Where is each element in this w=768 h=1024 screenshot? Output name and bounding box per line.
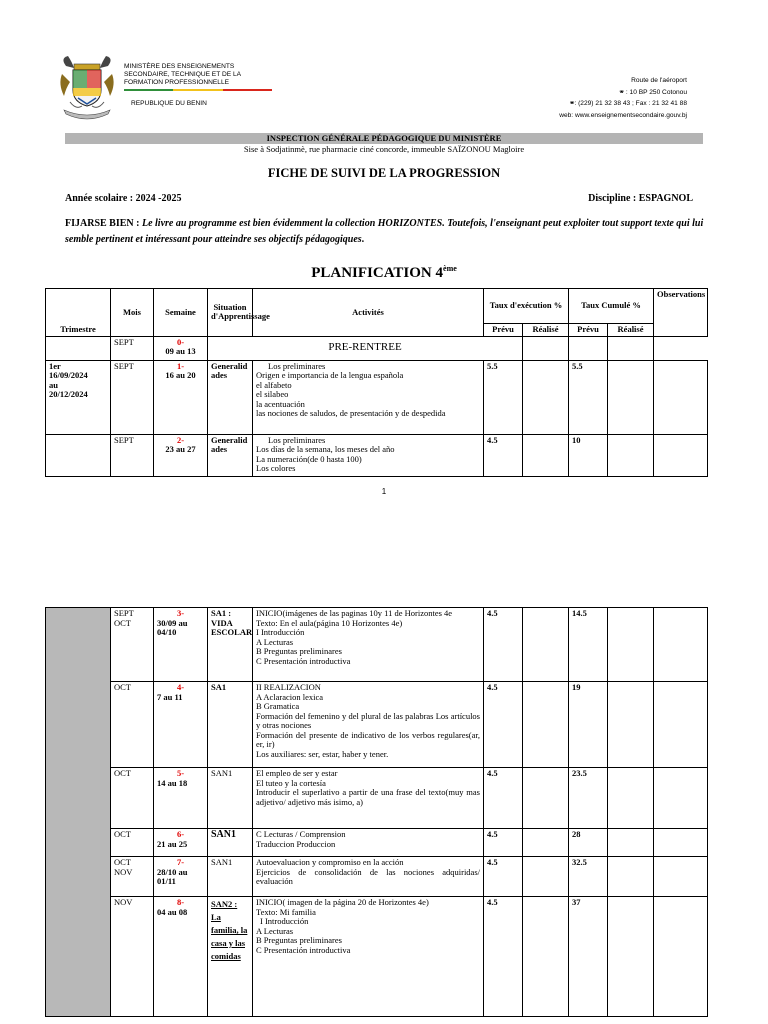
week-dates: 28/10 au 01/11: [157, 866, 188, 886]
cell-cumule-realise: [608, 897, 654, 1017]
cell-cumule-realise: [608, 434, 654, 476]
cell-cumule-realise: [569, 336, 608, 360]
header-semaine: Semaine: [154, 289, 208, 337]
month: OCT: [114, 617, 131, 628]
cell-observations: [654, 768, 708, 829]
cell-activites: [253, 360, 484, 434]
planification-sup: ème: [443, 264, 457, 273]
table-row: [46, 682, 708, 768]
table-row: [46, 608, 708, 682]
activity-line: INICIO( imagen de la página 20 de Horizontes 4e): [256, 897, 429, 907]
cell-prevu: 4.5: [484, 768, 523, 829]
flag-green: [124, 89, 173, 91]
cell-semaine: [154, 857, 208, 897]
week-number: 6-: [176, 829, 185, 839]
header-activites: Activités: [253, 289, 484, 337]
notice-end: .: [361, 233, 365, 245]
activity-line: I Introducción: [260, 916, 309, 926]
activity-line: las nociones de saludos, de presentación y de despedida: [256, 408, 446, 418]
week-number: 0-: [176, 336, 185, 347]
activity-line: Texto: En el aula(página 10 Horizontes 4e): [256, 617, 403, 628]
header-realise: Réalisé: [608, 324, 654, 337]
header-prevu: Prévu: [569, 324, 608, 337]
cell-cumule-prevu: 14.5: [569, 608, 608, 682]
month: SEPT: [114, 608, 134, 618]
cell-realise: [523, 829, 569, 857]
activity-line: B Gramatica: [256, 701, 300, 711]
week-dates: 7 au 11: [157, 691, 183, 702]
flag-red: [223, 89, 272, 91]
week-number: 2-: [176, 434, 185, 445]
cell-mois: OCT: [111, 682, 154, 768]
activity-line: I Introducción: [256, 627, 305, 637]
ministry-line: FORMATION PROFESSIONNELLE: [124, 79, 230, 86]
header-situation: Situation d'Apprentissage: [208, 289, 253, 337]
table-row: [46, 360, 708, 434]
cell-semaine: [154, 682, 208, 768]
cell-prevu: 4.5: [484, 897, 523, 1017]
ministry-line: SECONDAIRE, TECHNIQUE ET DE LA: [124, 71, 242, 78]
activity-line: C Presentación introductiva: [256, 655, 351, 666]
cell-observations: [654, 897, 708, 1017]
week-dates: 23 au 27: [165, 444, 196, 454]
activity-line: Introducir el superlativo a partir de una frase del texto(muy mas adjetivo/ adjetivo más isimo, a): [256, 787, 480, 807]
notice-paragraph: [65, 216, 705, 247]
cell-prevu: 4.5: [484, 434, 523, 476]
cell-cumule-realise: [608, 829, 654, 857]
trimestre-label: 1er: [49, 360, 61, 371]
cell-observations: [654, 608, 708, 682]
activity-line: Origen e importancia de la lengua española: [256, 370, 404, 380]
activity-line: la acentuación: [256, 398, 305, 409]
cell-mois: SEPT: [111, 336, 154, 360]
week-dates: 04 au 08: [157, 906, 188, 917]
cell-activites: [253, 897, 484, 1017]
document-title: FICHE DE SUIVI DE LA PROGRESSION: [267, 166, 501, 180]
cell-situation: Generalidades: [208, 434, 253, 476]
cell-prevu: 4.5: [484, 608, 523, 682]
contact-block: [559, 75, 687, 121]
cell-situation: SAN1: [208, 857, 253, 897]
cell-trimestre: [46, 360, 111, 434]
activity-line: Traduccion Produccion: [256, 838, 336, 849]
cell-semaine: [154, 829, 208, 857]
activity-line: Formación del femenino y del plural de las palabras Los artículos y otras nociones: [256, 710, 480, 730]
cell-observations: [654, 829, 708, 857]
school-year: Année scolaire : 2024 -2025: [65, 193, 182, 204]
cell-prevu: 4.5: [484, 682, 523, 768]
cell-activites: [253, 682, 484, 768]
week-dates: 16 au 20: [165, 370, 196, 380]
cell-prevu: 4.5: [484, 857, 523, 897]
cell-mois: [111, 608, 154, 682]
week-dates: 09 au 13: [165, 346, 196, 356]
address-line: Sise à Sodjatinmè, rue pharmacie ciné concorde, immeuble SAÏZONOU Magloire: [243, 144, 525, 154]
cell-activites: [253, 608, 484, 682]
cell-semaine: [154, 768, 208, 829]
activity-line: Texto: Mi familia: [256, 906, 316, 917]
page-number: 1: [381, 487, 387, 496]
activity-line: Los auxiliares: ser, estar, haber y tener.: [256, 748, 389, 759]
week-dates: 21 au 25: [157, 838, 188, 849]
activity-line: A Lecturas: [256, 636, 294, 647]
coat-of-arms-emblem: [56, 54, 118, 120]
cell-realise: [523, 857, 569, 897]
cell-cumule-prevu: 32.5: [569, 857, 608, 897]
cell-mois: SEPT: [111, 434, 154, 476]
planification-heading: [0, 264, 768, 282]
activity-line: C Lecturas / Comprension: [256, 829, 346, 839]
activity-line: Los colores: [256, 463, 296, 473]
cell-realise: [523, 768, 569, 829]
cell-cumule-prevu: 5.5: [569, 360, 608, 434]
cell-observations: [654, 434, 708, 476]
activity-line: Los preliminares: [268, 360, 326, 371]
cell-prevu: 5.5: [484, 360, 523, 434]
activity-line: el alfabeto: [256, 379, 292, 390]
month: OCT: [114, 857, 131, 867]
cell-cumule-realise: [608, 682, 654, 768]
cell-cumule-prevu: 19: [569, 682, 608, 768]
contact-po-box: 🕿 : 10 BP 250 Cotonou: [619, 88, 687, 96]
activity-line: El tuteo y la cortesía: [256, 777, 326, 788]
header-prevu: Prévu: [484, 324, 523, 337]
cell-observations: [608, 336, 654, 360]
cell-realise: [523, 897, 569, 1017]
cell-mois: NOV: [111, 897, 154, 1017]
cell-trimestre: [46, 336, 111, 360]
cell-observations: [654, 360, 708, 434]
activity-line: Ejercicios de consolidación de las nociones adquiridas/ evaluación: [256, 866, 480, 886]
activity-line: Formación del presente de indicativo de los verbos regulares(ar, er, ir): [256, 729, 480, 749]
ministry-name: [124, 63, 284, 91]
cell-realise: [523, 360, 569, 434]
cell-situation: SA1 : VIDA ESCOLAR: [208, 608, 253, 682]
table-row: [46, 434, 708, 476]
cell-pre-rentree: PRE-RENTREE: [208, 336, 523, 360]
contact-phone: 🕿: (229) 21 32 38 43 ; Fax : 21 32 41 88: [569, 100, 687, 107]
table-row: [46, 829, 708, 857]
table-row: [46, 768, 708, 829]
trimestre-start: 16/09/2024: [49, 370, 88, 380]
cell-cumule-prevu: [523, 336, 569, 360]
cell-situation: SA1: [208, 682, 253, 768]
cell-realise: [523, 682, 569, 768]
cell-situation: SAN2 : La familia, la casa y las comidas: [208, 897, 253, 1017]
cell-mois: OCT: [111, 768, 154, 829]
week-number: 3-: [176, 608, 185, 618]
cell-situation: Generalidades: [208, 360, 253, 434]
republic-label: REPUBLIQUE DU BENIN: [131, 100, 207, 107]
header-observations: Observations: [654, 289, 708, 337]
cell-cumule-realise: [608, 608, 654, 682]
trimestre-end: 20/12/2024: [49, 389, 88, 399]
week-number: 1-: [176, 360, 185, 371]
discipline: Discipline : ESPAGNOL: [588, 193, 693, 204]
cell-semaine: [154, 608, 208, 682]
activity-line: El empleo de ser y estar: [256, 768, 338, 778]
contact-address: Route de l'aéroport: [631, 77, 687, 84]
month: NOV: [114, 866, 133, 877]
activity-line: Autoevaluacion y compromiso en la acción: [256, 857, 404, 867]
header-mois: Mois: [111, 289, 154, 337]
activity-line: Los preliminares: [268, 434, 326, 445]
header-realise: Réalisé: [523, 324, 569, 337]
flag-stripe: [124, 89, 272, 91]
activity-line: INICIO(imágenes de las paginas 10y 11 de Horizontes 4e: [256, 608, 453, 618]
contact-website: web: www.enseignementsecondaire.gouv.bj: [559, 111, 687, 119]
trimestre-au: au: [49, 379, 58, 390]
activity-line: B Preguntas preliminares: [256, 935, 342, 945]
week-dates: 14 au 18: [157, 777, 188, 788]
cell-cumule-prevu: 10: [569, 434, 608, 476]
table-row: [46, 336, 708, 360]
cell-mois: SEPT: [111, 360, 154, 434]
table-row: [46, 857, 708, 897]
cell-semaine: [154, 360, 208, 434]
progression-table-page1: [45, 288, 708, 477]
cell-semaine: [154, 434, 208, 476]
cell-cumule-prevu: 28: [569, 829, 608, 857]
activity-line: el silabeo: [256, 389, 289, 399]
inspection-banner: INSPECTION GÉNÉRALE PÉDAGOGIQUE DU MINISTÈRE: [65, 133, 703, 144]
activity-line: La numeración(de 0 hasta 100): [256, 453, 362, 464]
cell-realise: [523, 434, 569, 476]
cell-prevu: 4.5: [484, 829, 523, 857]
planification-text: PLANIFICATION 4: [311, 265, 444, 281]
cell-activites: [253, 434, 484, 476]
week-number: 5-: [176, 768, 185, 778]
cell-activites: [253, 857, 484, 897]
cell-situation: SAN1: [208, 829, 253, 857]
week-dates: 30/09 au 04/10: [157, 617, 188, 637]
cell-realise: [523, 608, 569, 682]
cell-observations: [654, 682, 708, 768]
header-trimestre: Trimestre: [46, 289, 111, 337]
cell-activites: [253, 768, 484, 829]
ministry-line: MINISTÈRE DES ENSEIGNEMENTS: [124, 63, 235, 70]
cell-situation: SAN1: [208, 768, 253, 829]
cell-cumule-prevu: 23.5: [569, 768, 608, 829]
activity-line: A Aclaracion lexica: [256, 691, 324, 702]
week-number: 7-: [176, 857, 185, 867]
cell-trimestre: [46, 434, 111, 476]
activity-line: C Presentación introductiva: [256, 944, 351, 955]
activity-line: II REALIZACION: [256, 682, 321, 692]
cell-observations: [654, 857, 708, 897]
cell-cumule-realise: [608, 768, 654, 829]
flag-yellow: [173, 89, 222, 91]
notice-lead: FIJARSE BIEN :: [65, 218, 140, 229]
cell-cumule-realise: [608, 360, 654, 434]
cell-cumule-prevu: 37: [569, 897, 608, 1017]
cell-mois: OCT: [111, 829, 154, 857]
cell-mois: [111, 857, 154, 897]
week-number: 4-: [176, 682, 185, 692]
activity-line: A Lecturas: [256, 925, 294, 936]
notice-text: Le livre au programme est bien évidemment la collection HORIZONTES. Toutefois, l'enseignant peut exploiter tout support texte qui lui semble pertinent et intéressant pour atteindre ses objectifs pédagogiques: [65, 218, 704, 245]
progression-table-page2: [45, 607, 708, 1017]
cell-semaine: [154, 336, 208, 360]
activity-line: Los días de la semana, los meses del año: [256, 444, 395, 454]
cell-trimestre-merged: [46, 608, 111, 1017]
cell-cumule-realise: [608, 857, 654, 897]
activity-line: B Preguntas preliminares: [256, 646, 342, 656]
cell-activites: [253, 829, 484, 857]
table-row: [46, 897, 708, 1017]
header-taux-execution: Taux d'exécution %: [484, 289, 569, 324]
week-number: 8-: [176, 897, 185, 907]
header-taux-cumule: Taux Cumulé %: [569, 289, 654, 324]
cell-semaine: [154, 897, 208, 1017]
